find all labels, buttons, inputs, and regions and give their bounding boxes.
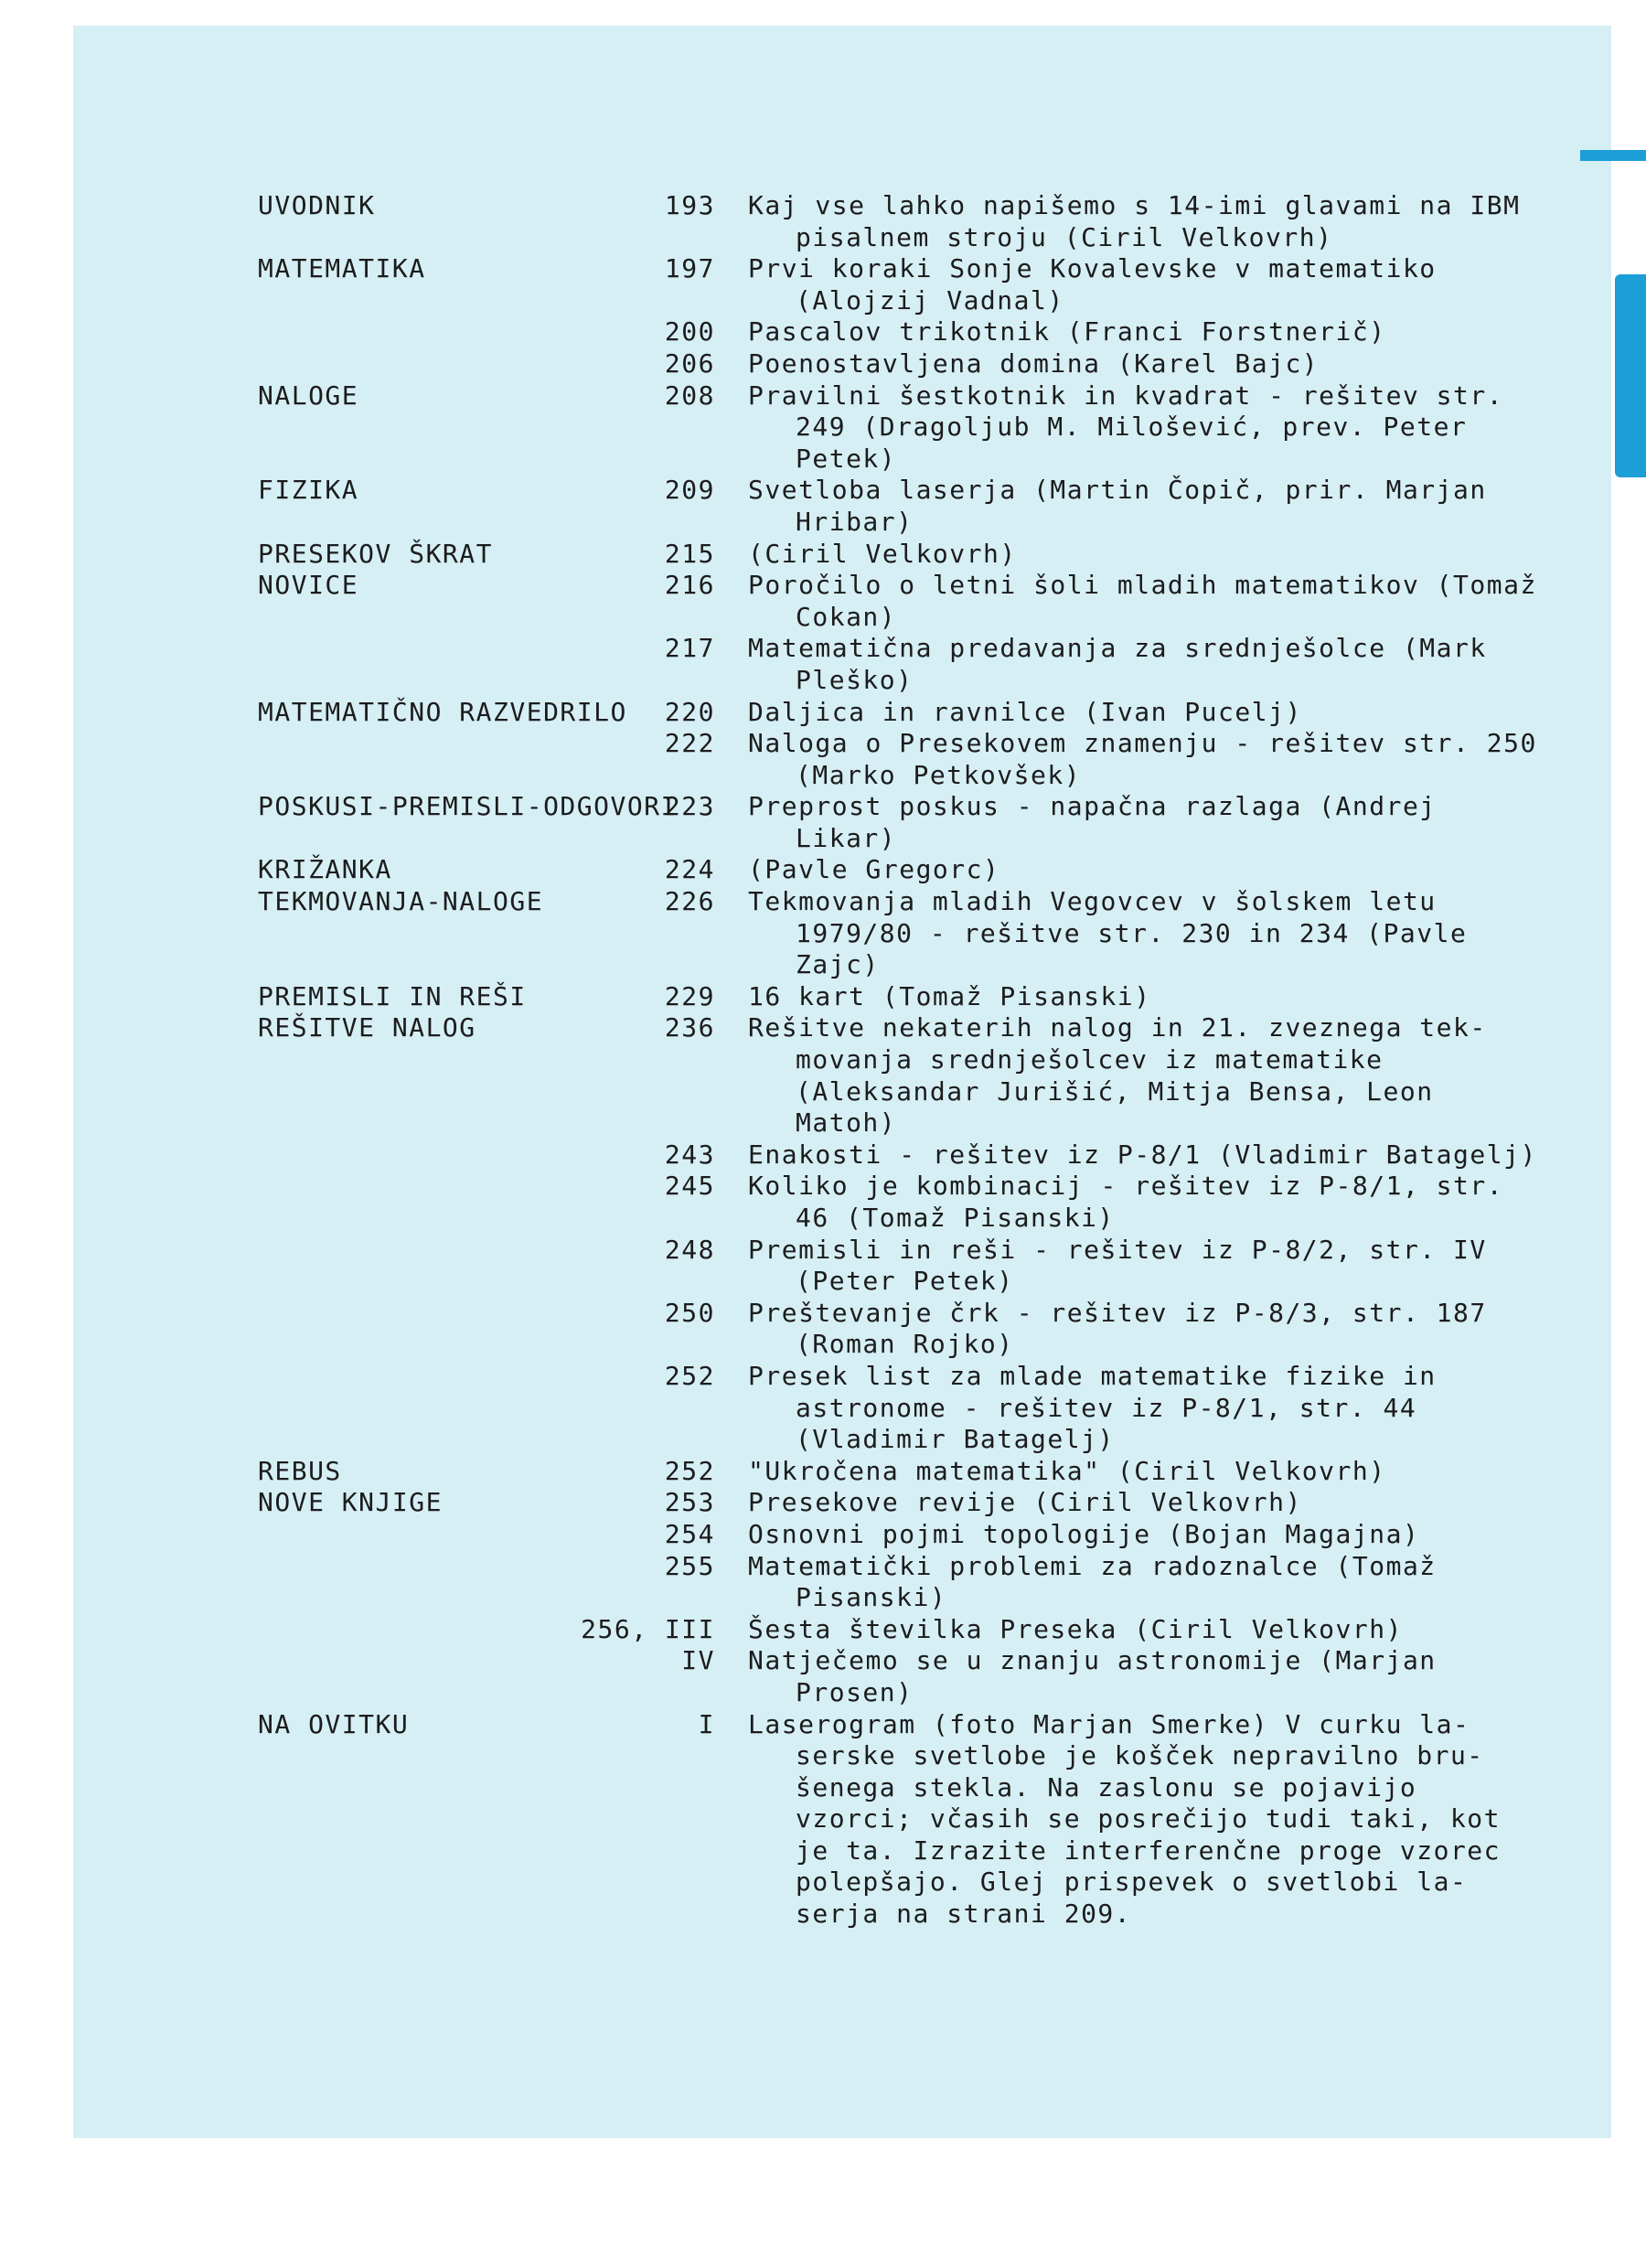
toc-article-description: Poročilo o letni šoli mladih matematikov (Tomaž Cokan) (748, 570, 1537, 632)
toc-entry (0, 1645, 1646, 1708)
toc-entry (0, 1139, 1646, 1171)
toc-entry (0, 1298, 1646, 1361)
toc-section-label: REŠITVE NALOG (258, 1012, 476, 1043)
toc-article-description: "Ukročena matematika" (Ciril Velkovrh) (748, 1455, 1386, 1486)
toc-page-number: 197 (664, 253, 715, 284)
toc-section-label: TEKMOVANJA-NALOGE (258, 886, 544, 917)
toc-page-number: 254 (664, 1518, 715, 1549)
toc-page-number: 222 (664, 728, 715, 759)
toc-page-number: 253 (664, 1487, 715, 1518)
toc-page-number: 243 (664, 1139, 715, 1170)
toc-entry (0, 1456, 1646, 1488)
toc-article-description: Preprost poskus - napačna razlaga (Andrej Likar) (748, 791, 1437, 853)
toc-page-number: 248 (664, 1234, 715, 1265)
toc-entry (0, 570, 1646, 633)
toc-page-number: 215 (664, 538, 715, 569)
toc-article-description: Natječemo se u znanju astronomije (Marjan Prosen) (748, 1645, 1437, 1707)
toc-entry (0, 1235, 1646, 1298)
toc-page-number: 224 (664, 854, 715, 885)
toc-page-number: 223 (664, 791, 715, 822)
toc-section-label: NOVICE (258, 570, 359, 601)
toc-entry (0, 728, 1646, 791)
toc-page-number: 256, III (581, 1613, 715, 1644)
toc-page-number: 208 (664, 380, 715, 411)
toc-article-description: Laserogram (foto Marjan Smerke) V curku la-serske svetlobe je košček nepravilno bru-šenega stekla. Na zaslonu se pojavijo vzorci; včasih se posrečijo tudi taki, kot je ta. Izrazite interferenčne proge vzorec polepšajo. Glej prispevek o svetlobi la-serja na strani 209. (748, 1708, 1502, 1930)
toc-section-label: NOVE KNJIGE (258, 1487, 443, 1518)
toc-page-number: 229 (664, 980, 715, 1011)
toc-page-number: 226 (664, 886, 715, 917)
toc-article-description: Koliko je kombinacij - rešitev iz P-8/1, str. 46 (Tomaž Pisanski) (748, 1171, 1504, 1233)
toc-article-description: Presek list za mlade matematike fizike in astronome - rešitev iz P-8/1, str. 44 (Vladimir Batagelj) (748, 1360, 1437, 1455)
toc-article-description: (Ciril Velkovrh) (748, 538, 1017, 569)
toc-entry (0, 316, 1646, 348)
toc-section-label: KRIŽANKA (258, 854, 392, 885)
toc-entry (0, 697, 1646, 729)
toc-entry (0, 380, 1646, 476)
toc-page-number: 220 (664, 696, 715, 727)
toc-entry (0, 886, 1646, 981)
toc-article-description: Rešitve nekaterih nalog in 21. zveznega tek-movanja srednješolcev iz matematike (Aleksandar Jurišić, Mitja Bensa, Leon Matoh) (748, 1012, 1487, 1139)
toc-article-description: Kaj vse lahko napišemo s 14-imi glavami na IBM pisalnem stroju (Ciril Velkovrh) (748, 190, 1521, 252)
toc-entry (0, 1551, 1646, 1614)
toc-section-label: NA OVITKU (258, 1708, 410, 1739)
toc-article-description: Svetloba laserja (Martin Čopič, prir. Marjan Hribar) (748, 475, 1487, 537)
toc-entry (0, 475, 1646, 538)
toc-entry (0, 348, 1646, 380)
toc-section-label: POSKUSI-PREMISLI-ODGOVORI (258, 791, 678, 822)
toc-entry (0, 1709, 1646, 1931)
toc-article-description: Pascalov trikotnik (Franci Forstnerič) (748, 316, 1386, 348)
toc-page-number: 216 (664, 570, 715, 601)
toc-entry (0, 1171, 1646, 1234)
toc-entry (0, 1614, 1646, 1646)
toc-section-label: REBUS (258, 1455, 342, 1486)
toc-section-label: PREMISLI IN REŠI (258, 980, 527, 1011)
toc-page-number: 245 (664, 1171, 715, 1202)
toc-page-number: 252 (664, 1455, 715, 1486)
toc-page-number: 252 (664, 1360, 715, 1391)
toc-section-label: FIZIKA (258, 475, 359, 506)
toc-article-description: Presekove revije (Ciril Velkovrh) (748, 1487, 1302, 1518)
toc-section-label: PRESEKOV ŠKRAT (258, 538, 494, 569)
toc-entry (0, 1012, 1646, 1139)
toc-article-description: Enakosti - rešitev iz P-8/1 (Vladimir Batagelj) (748, 1139, 1537, 1170)
toc-article-description: Daljica in ravnilce (Ivan Pucelj) (748, 696, 1302, 727)
toc-entry (0, 854, 1646, 886)
toc-article-description: Naloga o Presekovem znamenju - rešitev str. 250 (Marko Petkovšek) (748, 728, 1537, 790)
toc-page-number: 255 (664, 1550, 715, 1581)
table-of-contents (0, 190, 1646, 1931)
blue-edge-tab-top (1580, 150, 1646, 161)
toc-page-number: 209 (664, 475, 715, 506)
toc-article-description: Tekmovanja mladih Vegovcev v šolskem letu 1979/80 - rešitve str. 230 in 234 (Pavle Zajc) (748, 886, 1468, 980)
toc-entry (0, 791, 1646, 854)
toc-article-description: Premisli in reši - rešitev iz P-8/2, str. IV (Peter Petek) (748, 1234, 1487, 1297)
toc-entry (0, 539, 1646, 571)
toc-article-description: Matematična predavanja za srednješolce (Mark Pleško) (748, 633, 1487, 695)
toc-article-description: Matematički problemi za radoznalce (Tomaž Pisanski) (748, 1550, 1437, 1613)
toc-section-label: MATEMATIČNO RAZVEDRILO (258, 696, 627, 727)
toc-article-description: Poenostavljena domina (Karel Bajc) (748, 348, 1320, 379)
toc-entry (0, 1487, 1646, 1519)
toc-page-number: IV (681, 1645, 715, 1676)
toc-section-label: NALOGE (258, 380, 359, 411)
toc-article-description: Šesta številka Preseka (Ciril Velkovrh) (748, 1613, 1403, 1644)
toc-page-number: 200 (664, 316, 715, 348)
toc-article-description: Pravilni šestkotnik in kvadrat - rešitev str. 249 (Dragoljub M. Milošević, prev. Peter Petek) (748, 380, 1504, 474)
toc-entry (0, 253, 1646, 316)
toc-section-label: UVODNIK (258, 190, 376, 220)
toc-article-description: (Pavle Gregorc) (748, 854, 1000, 885)
toc-page-number: 193 (664, 190, 715, 220)
toc-page-number: 217 (664, 633, 715, 664)
toc-article-description: Prvi koraki Sonje Kovalevske v matematiko (Alojzij Vadnal) (748, 253, 1437, 316)
toc-entry (0, 1519, 1646, 1551)
toc-page-number: I (698, 1708, 715, 1739)
toc-entry (0, 633, 1646, 696)
toc-page-number: 250 (664, 1297, 715, 1328)
toc-entry (0, 190, 1646, 253)
toc-page-number: 236 (664, 1012, 715, 1043)
toc-entry (0, 981, 1646, 1013)
toc-article-description: 16 kart (Tomaž Pisanski) (748, 980, 1151, 1011)
toc-article-description: Osnovni pojmi topologije (Bojan Magajna) (748, 1518, 1420, 1549)
toc-section-label: MATEMATIKA (258, 253, 426, 284)
toc-page-number: 206 (664, 348, 715, 379)
toc-entry (0, 1361, 1646, 1456)
toc-article-description: Preštevanje črk - rešitev iz P-8/3, str. 187 (Roman Rojko) (748, 1297, 1487, 1360)
